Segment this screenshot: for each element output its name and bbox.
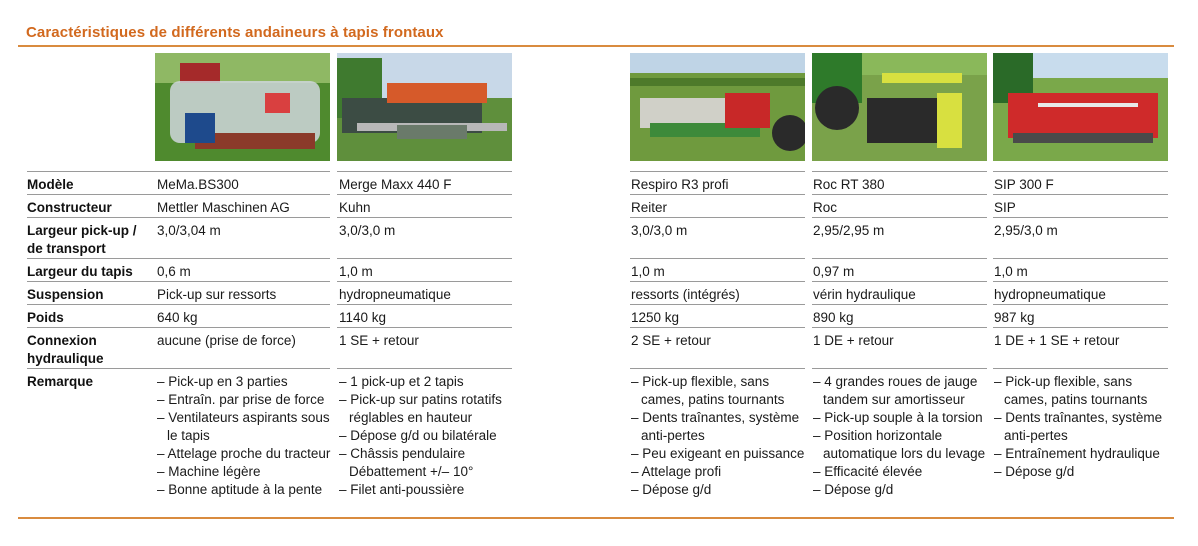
remark-item: – Dents traînantes, système anti-pertes xyxy=(631,410,800,443)
cell-modele: Respiro R3 profi xyxy=(631,177,729,192)
row-divider xyxy=(812,171,987,172)
cell-largeur_tapis: 0,97 m xyxy=(813,264,855,279)
row-divider xyxy=(630,258,805,259)
cell-connexion: 2 SE + retour xyxy=(631,333,711,348)
remark-item: – Attelage proche du tracteur xyxy=(157,446,331,461)
bottom-divider xyxy=(18,517,1174,519)
row-divider xyxy=(337,217,512,218)
row-divider xyxy=(155,194,330,195)
cell-modele: Roc RT 380 xyxy=(813,177,885,192)
remark-item: – Entraîn. par prise de force xyxy=(157,392,325,407)
row-divider xyxy=(27,258,157,259)
cell-suspension: hydropneumatique xyxy=(994,287,1106,302)
cell-modele: MeMa.BS300 xyxy=(157,177,239,192)
photo-mema xyxy=(155,53,330,161)
cell-largeur_tapis: 1,0 m xyxy=(631,264,665,279)
row-divider xyxy=(27,327,157,328)
label-constructeur: Constructeur xyxy=(27,200,112,215)
remark-item: – Bonne aptitude à la pente xyxy=(157,482,323,497)
cell-poids: 1140 kg xyxy=(339,310,387,325)
cell-largeur_tapis: 0,6 m xyxy=(157,264,191,279)
row-divider xyxy=(27,194,157,195)
row-divider xyxy=(812,281,987,282)
row-divider xyxy=(993,171,1168,172)
row-divider xyxy=(155,327,330,328)
remark-item: – Châssis pendulaire Débattement +/– 10° xyxy=(339,446,474,479)
cell-connexion: 1 SE + retour xyxy=(339,333,419,348)
row-divider xyxy=(155,171,330,172)
row-divider xyxy=(993,217,1168,218)
label-poids: Poids xyxy=(27,310,64,325)
row-divider xyxy=(812,368,987,369)
row-divider xyxy=(27,304,157,305)
label-suspension: Suspension xyxy=(27,287,104,302)
remark-item: – Position horizontale automatique lors du levage xyxy=(813,428,986,461)
remark-item: – Pick-up souple à la torsion xyxy=(813,410,983,425)
photo-kuhn xyxy=(337,53,512,161)
row-divider xyxy=(630,171,805,172)
row-divider xyxy=(630,194,805,195)
remark-item: – Dépose g/d xyxy=(631,482,712,497)
row-divider xyxy=(993,327,1168,328)
row-divider xyxy=(27,217,157,218)
row-divider xyxy=(630,217,805,218)
row-divider xyxy=(27,368,157,369)
cell-constructeur: Reiter xyxy=(631,200,668,215)
cell-suspension: Pick-up sur ressorts xyxy=(157,287,277,302)
remark-item: – 4 grandes roues de jauge tandem sur amortisseur xyxy=(813,374,978,407)
cell-poids: 987 kg xyxy=(994,310,1035,325)
row-divider xyxy=(993,281,1168,282)
cell-connexion: aucune (prise de force) xyxy=(157,333,296,348)
remark-item: – Dents traînantes, système anti-pertes xyxy=(994,410,1163,443)
remark-item: – Attelage profi xyxy=(631,464,722,479)
remark-item: – Pick-up flexible, sans cames, patins tournants xyxy=(994,374,1148,407)
cell-largeur_tapis: 1,0 m xyxy=(339,264,373,279)
label-largeur-pickup: Largeur pick-up / de transport xyxy=(27,223,137,256)
cell-poids: 640 kg xyxy=(157,310,198,325)
remark-item: – Dépose g/d ou bilatérale xyxy=(339,428,497,443)
row-divider xyxy=(812,194,987,195)
row-divider xyxy=(993,258,1168,259)
row-divider xyxy=(993,194,1168,195)
remark-item: – Pick-up en 3 parties xyxy=(157,374,288,389)
row-divider xyxy=(812,304,987,305)
row-divider xyxy=(337,281,512,282)
row-divider xyxy=(155,258,330,259)
cell-largeur_pickup: 3,0/3,04 m xyxy=(157,223,221,238)
row-divider xyxy=(993,304,1168,305)
row-divider xyxy=(812,327,987,328)
cell-constructeur: SIP xyxy=(994,200,1016,215)
cell-constructeur: Mettler Maschinen AG xyxy=(157,200,290,215)
row-divider xyxy=(630,304,805,305)
cell-connexion: 1 DE + retour xyxy=(813,333,894,348)
cell-modele: SIP 300 F xyxy=(994,177,1054,192)
row-divider xyxy=(337,171,512,172)
remarks-list xyxy=(813,373,987,499)
cell-suspension: vérin hydraulique xyxy=(813,287,916,302)
cell-constructeur: Kuhn xyxy=(339,200,371,215)
table-title: Caractéristiques de différents andaineurs à tapis frontaux xyxy=(26,24,444,41)
row-divider xyxy=(337,258,512,259)
cell-largeur_pickup: 2,95/2,95 m xyxy=(813,223,885,238)
row-divider xyxy=(337,368,512,369)
photo-roc xyxy=(812,53,987,161)
remark-item: – Dépose g/d xyxy=(994,464,1075,479)
row-divider xyxy=(155,304,330,305)
photo-sip xyxy=(993,53,1168,161)
cell-suspension: ressorts (intégrés) xyxy=(631,287,740,302)
row-divider xyxy=(630,281,805,282)
label-largeur-tapis: Largeur du tapis xyxy=(27,264,133,279)
cell-largeur_pickup: 3,0/3,0 m xyxy=(631,223,688,238)
cell-modele: Merge Maxx 440 F xyxy=(339,177,452,192)
remark-item: – Efficacité élevée xyxy=(813,464,923,479)
cell-largeur_pickup: 2,95/3,0 m xyxy=(994,223,1058,238)
remark-item: – Pick-up sur patins rotatifs réglables en hauteur xyxy=(339,392,502,425)
remark-item: – Filet anti-poussière xyxy=(339,482,465,497)
cell-poids: 890 kg xyxy=(813,310,854,325)
remark-item: – Ventilateurs aspirants sous le tapis xyxy=(157,410,330,443)
cell-constructeur: Roc xyxy=(813,200,838,215)
row-divider xyxy=(337,194,512,195)
label-modele: Modèle xyxy=(27,177,74,192)
row-divider xyxy=(630,327,805,328)
cell-connexion: 1 DE + 1 SE + retour xyxy=(994,333,1120,348)
row-divider xyxy=(155,217,330,218)
remarks-list xyxy=(994,373,1168,481)
label-connexion: Connexion hydraulique xyxy=(27,333,104,366)
remark-item: – Peu exigeant en puissance xyxy=(631,446,805,461)
row-divider xyxy=(630,368,805,369)
remark-item: – Pick-up flexible, sans cames, patins tournants xyxy=(631,374,785,407)
row-divider xyxy=(337,304,512,305)
title-divider xyxy=(18,45,1174,47)
cell-largeur_pickup: 3,0/3,0 m xyxy=(339,223,396,238)
row-divider xyxy=(155,281,330,282)
remarks-list xyxy=(631,373,805,499)
remarks-list xyxy=(157,373,331,499)
row-divider xyxy=(812,217,987,218)
remarks-list xyxy=(339,373,513,499)
row-divider xyxy=(812,258,987,259)
row-divider xyxy=(155,368,330,369)
cell-largeur_tapis: 1,0 m xyxy=(994,264,1028,279)
cell-poids: 1250 kg xyxy=(631,310,680,325)
remark-item: – Machine légère xyxy=(157,464,261,479)
row-divider xyxy=(337,327,512,328)
photo-reiter xyxy=(630,53,805,161)
row-divider xyxy=(27,281,157,282)
label-remarque: Remarque xyxy=(27,374,94,389)
remark-item: – 1 pick-up et 2 tapis xyxy=(339,374,464,389)
row-divider xyxy=(993,368,1168,369)
remark-item: – Entraînement hydraulique xyxy=(994,446,1160,461)
row-divider xyxy=(27,171,157,172)
remark-item: – Dépose g/d xyxy=(813,482,894,497)
cell-suspension: hydropneumatique xyxy=(339,287,451,302)
